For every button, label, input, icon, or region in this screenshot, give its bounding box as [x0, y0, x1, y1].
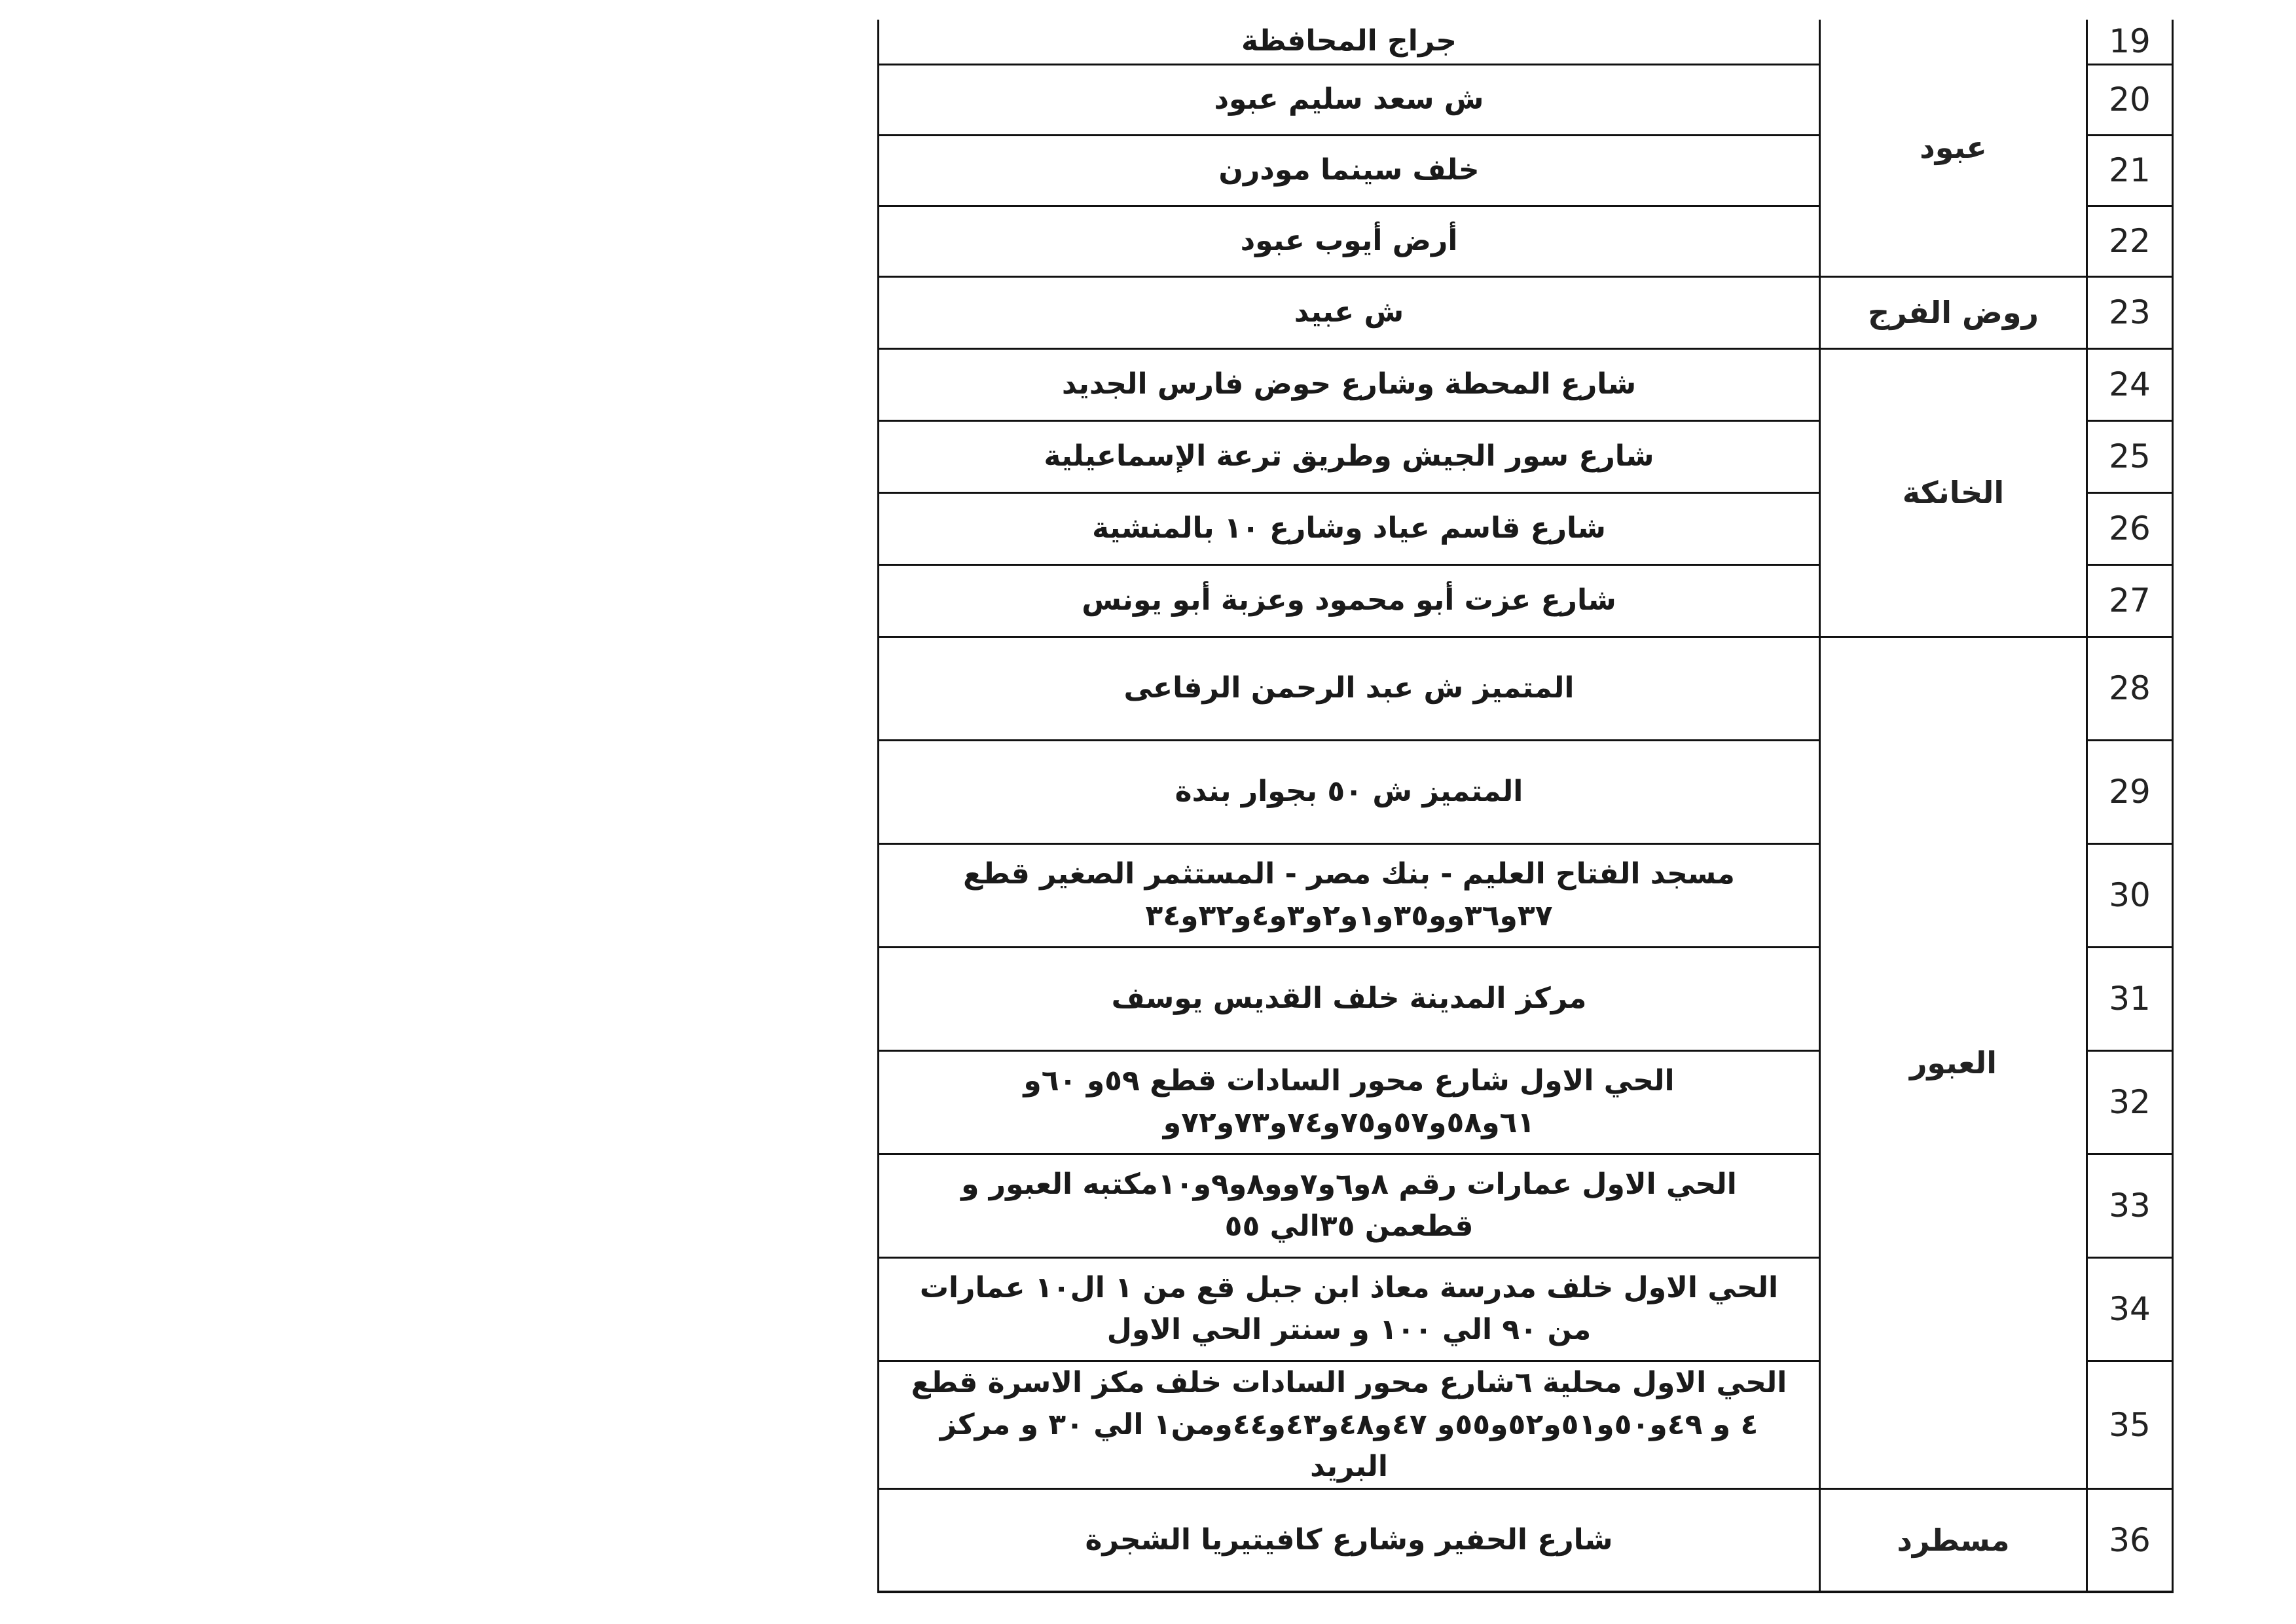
- address-cell: [879, 276, 1820, 348]
- row-number: 23: [2087, 276, 2173, 348]
- address-text: مسجد الفتاح العليم - بنك مصر - المستثمر الصغير قطع ٣٧و٣٦وو٣٥و١و٢و٣و٤و٣٢و٣٤: [963, 857, 1735, 932]
- region-cell-mostorod: مسطرد: [1820, 1488, 2087, 1592]
- table-row: [879, 20, 2173, 64]
- row-number: 29: [2087, 740, 2173, 843]
- table-row: [879, 637, 2173, 740]
- row-number: 24: [2087, 348, 2173, 420]
- address-cell: [879, 135, 1820, 206]
- address-cell: [879, 206, 1820, 276]
- address-cell: [879, 1050, 1820, 1154]
- address-cell: [879, 20, 1820, 64]
- address-text: الحي الاول محلية ٦شارع محور السادات خلف مكز الاسرة قطع ٤ و ٤٩و٥٠و٥١و٥٢و٥٥و ٤٧و٤٨و٤٣و٤٤ومن١ الي ٣٠ و مركز البريد: [911, 1365, 1787, 1483]
- region-cell-obour: العبور: [1820, 637, 2087, 1488]
- row-number: 27: [2087, 564, 2173, 637]
- address-cell: [879, 492, 1820, 564]
- row-number: 19: [2087, 20, 2173, 64]
- address-text: شارع الحفير وشارع كافيتيريا الشجرة: [1085, 1522, 1613, 1557]
- address-cell: [879, 348, 1820, 420]
- row-number: 36: [2087, 1488, 2173, 1592]
- address-text: المتميز ش عبد الرحمن الرفاعى: [1123, 671, 1575, 705]
- row-number: 26: [2087, 492, 2173, 564]
- row-number: 34: [2087, 1257, 2173, 1361]
- address-cell: [879, 843, 1820, 947]
- region-cell-khanka: الخانكة: [1820, 348, 2087, 637]
- address-cell: [879, 947, 1820, 1050]
- address-cell: [879, 1488, 1820, 1592]
- row-number: 20: [2087, 64, 2173, 135]
- address-text: الحي الاول خلف مدرسة معاذ ابن جبل قع من ١ ال١٠ عمارات من ٩٠ الي ١٠٠ و سنتر الحي الاول: [919, 1271, 1779, 1346]
- address-cell: [879, 564, 1820, 637]
- row-number: 28: [2087, 637, 2173, 740]
- region-cell-rod-el-farag: روض الفرج: [1820, 276, 2087, 348]
- address-text: ش عبيد: [1294, 295, 1404, 329]
- address-cell: [879, 420, 1820, 492]
- address-cell: [879, 637, 1820, 740]
- row-number: 31: [2087, 947, 2173, 1050]
- address-table-container: [877, 20, 2174, 1593]
- table-row: [879, 348, 2173, 420]
- address-cell: [879, 1257, 1820, 1361]
- row-number: 21: [2087, 135, 2173, 206]
- address-text: الحي الاول عمارات رقم ٨و٦و٧وو٨و٩و١٠مكتبه العبور و قطعمن ٣٥الي ٥٥: [961, 1168, 1737, 1243]
- row-number: 25: [2087, 420, 2173, 492]
- row-number: 22: [2087, 206, 2173, 276]
- address-text: ش سعد سليم عبود: [1214, 83, 1484, 116]
- address-table: [877, 20, 2174, 1593]
- address-text: الحي الاول شارع محور السادات قطع ٥٩و ٦٠و ٦١و٥٨و٥٧و٧٥و٧٤و٧٣و٧٢و: [1023, 1064, 1675, 1139]
- address-cell: [879, 740, 1820, 843]
- row-number: 32: [2087, 1050, 2173, 1154]
- row-number: 33: [2087, 1154, 2173, 1257]
- address-text: مركز المدينة خلف القديس يوسف: [1111, 982, 1587, 1015]
- address-cell: [879, 1154, 1820, 1257]
- address-cell: [879, 64, 1820, 135]
- table-row: [879, 1488, 2173, 1592]
- table-row: [879, 276, 2173, 348]
- region-cell-abboud: عبود: [1820, 20, 2087, 276]
- address-text: جراج المحافظة: [1241, 24, 1457, 58]
- address-text: المتميز ش ٥٠ بجوار بندة: [1175, 775, 1523, 808]
- address-text: شارع سور الجيش وطريق ترعة الإسماعيلية: [1044, 439, 1654, 473]
- address-text: أرض أيوب عبود: [1240, 224, 1458, 257]
- row-number: 30: [2087, 843, 2173, 947]
- address-text: خلف سينما مودرن: [1218, 153, 1480, 187]
- row-number: 35: [2087, 1361, 2173, 1488]
- address-text: شارع قاسم عياد وشارع ١٠ بالمنشية: [1092, 511, 1606, 545]
- address-text: شارع المحطة وشارع حوض فارس الجديد: [1061, 367, 1637, 401]
- address-cell: [879, 1361, 1820, 1488]
- address-text: شارع عزت أبو محمود وعزبة أبو يونس: [1082, 583, 1616, 617]
